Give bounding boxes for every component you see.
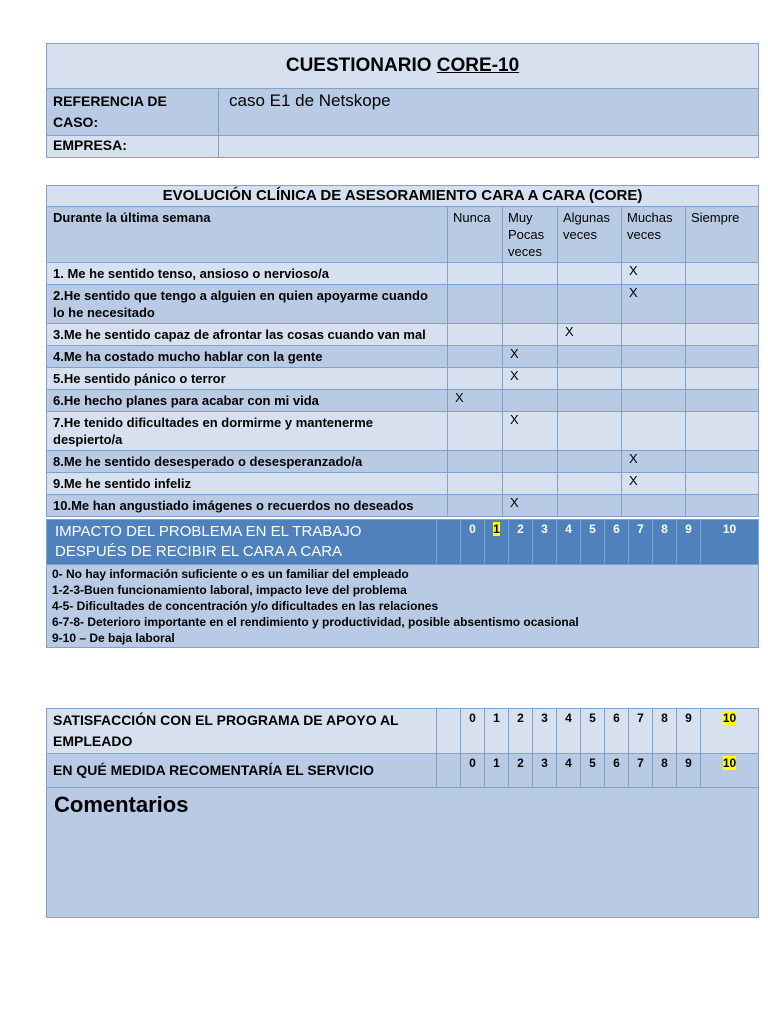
satisfaction-scale-label: 5 [589,756,596,770]
core-answer-cell[interactable] [448,451,503,473]
core-answer-cell[interactable] [686,324,759,346]
impact-legend-item: 0- No hay información suficiente o es un familiar del empleado [52,567,409,581]
core-answer-cell[interactable] [503,390,558,412]
satisfaction-scale-10[interactable] [701,754,759,788]
core-answer-cell[interactable] [686,390,759,412]
satisfaction-scale-7[interactable] [629,709,653,754]
impact-scale-label: 5 [589,522,596,536]
core-answer-cell[interactable] [448,495,503,517]
core-question: 7.He tenido dificultades en dormirme y mantenerme despierto/a [47,412,448,451]
satisfaction-spacer [437,709,461,754]
impact-title-line2: DESPUÉS DE RECIBIR EL CARA A CARA [55,543,343,560]
core-answer-cell[interactable] [448,324,503,346]
satisfaction-scale-3[interactable] [533,709,557,754]
core-answer-cell[interactable] [558,346,622,368]
impact-scale-label: 2 [517,522,524,536]
satisfaction-scale-label: 1 [493,756,500,770]
satisfaction-scale-5[interactable] [581,754,605,788]
satisfaction-scale-6[interactable] [605,709,629,754]
satisfaction-scale-9[interactable] [677,709,701,754]
satisfaction-row [47,754,759,788]
impact-scale-label: 1 [493,522,500,536]
impact-scale-label: 3 [541,522,548,536]
satisfaction-table [46,708,759,918]
core-answer-cell[interactable] [686,473,759,495]
impact-title [47,520,437,565]
satisfaction-scale-label: 6 [613,711,620,725]
core-question: 8.Me he sentido desesperado o desesperanzado/a [47,451,448,473]
core-answer-cell[interactable]: X [503,495,558,517]
impact-legend-item: 9-10 – De baja laboral [52,631,175,645]
impact-scale-label: 6 [613,522,620,536]
core-answer-cell[interactable] [686,451,759,473]
core-answer-cell[interactable]: X [448,390,503,412]
core-answer-cell[interactable] [448,346,503,368]
core-question: 2.He sentido que tengo a alguien en quien apoyarme cuando lo he necesitado [47,285,448,324]
impact-scale-7[interactable] [629,520,653,565]
impact-scale-6[interactable] [605,520,629,565]
satisfaction-label: SATISFACCIÓN CON EL PROGRAMA DE APOYO AL EMPLEADO [47,709,437,754]
core-answer-cell[interactable] [503,324,558,346]
core-row [47,412,759,451]
satisfaction-scale-label: 9 [685,756,692,770]
core-answer-cell[interactable] [622,390,686,412]
satisfaction-scale-label: 10 [722,711,737,725]
title-core: CORE-10 [436,55,520,76]
satisfaction-scale-label: 2 [517,711,524,725]
impact-scale-10[interactable] [701,520,759,565]
satisfaction-scale-label: 4 [565,756,572,770]
satisfaction-scale-4[interactable] [557,709,581,754]
core-answer-cell[interactable] [558,495,622,517]
satisfaction-scale-4[interactable] [557,754,581,788]
comments-box[interactable] [47,788,759,918]
core-answer-cell[interactable]: X [503,412,558,451]
company-label: EMPRESA: [47,136,219,158]
core-answer-cell[interactable] [448,412,503,451]
satisfaction-scale-9[interactable] [677,754,701,788]
core-answer-cell[interactable] [503,263,558,285]
impact-scale-label: 9 [685,522,692,536]
core-answer-cell[interactable] [686,368,759,390]
impact-scale-label: 0 [469,522,476,536]
impact-legend-item: 4-5- Dificultades de concentración y/o dificultades en las relaciones [52,599,439,613]
core-answer-cell[interactable] [448,368,503,390]
core-answer-cell[interactable] [448,473,503,495]
satisfaction-scale-label: 7 [637,711,644,725]
company-field[interactable] [219,136,759,158]
question-header: Durante la última semana [47,207,448,263]
impact-scale-label: 7 [637,522,644,536]
impact-scale-5[interactable] [581,520,605,565]
case-reference-label: REFERENCIA DE CASO: [47,89,219,136]
core-answer-cell[interactable] [503,285,558,324]
title-prefix: CUESTIONARIO [285,55,437,76]
header-table [46,43,759,158]
core-answer-cell[interactable] [558,390,622,412]
core-question: 3.Me he sentido capaz de afrontar las cosas cuando van mal [47,324,448,346]
col-muy-pocas-veces: Muy Pocas veces [503,207,558,263]
core-answer-cell[interactable] [503,451,558,473]
col-algunas-veces: Algunas veces [558,207,622,263]
core-question: 1. Me he sentido tenso, ansioso o nervioso/a [47,263,448,285]
satisfaction-scale-label: 5 [589,711,596,725]
satisfaction-scale-1[interactable] [485,754,509,788]
satisfaction-scale-0[interactable] [461,709,485,754]
impact-scale-label: 10 [722,522,737,536]
core-question: 10.Me han angustiado imágenes o recuerdos no deseados [47,495,448,517]
impact-scale-2[interactable] [509,520,533,565]
impact-table [46,519,759,648]
satisfaction-scale-2[interactable] [509,709,533,754]
impact-scale-label: 8 [661,522,668,536]
core-answer-cell[interactable] [558,412,622,451]
core-row [47,346,759,368]
core-question: 4.Me ha costado mucho hablar con la gente [47,346,448,368]
core-answer-cell[interactable] [448,285,503,324]
satisfaction-scale-8[interactable] [653,709,677,754]
satisfaction-scale-label: 7 [637,756,644,770]
core-answer-cell[interactable] [503,473,558,495]
impact-legend-item: 6-7-8- Deterioro importante en el rendimiento y productividad, posible absentismo ocasional [52,615,579,629]
satisfaction-label: EN QUÉ MEDIDA RECOMENTARÍA EL SERVICIO [47,754,437,788]
col-siempre: Siempre [686,207,759,263]
core-answer-cell[interactable] [622,412,686,451]
satisfaction-scale-0[interactable] [461,754,485,788]
core-answer-cell[interactable] [622,495,686,517]
satisfaction-scale-2[interactable] [509,754,533,788]
core-row [47,473,759,495]
impact-legend-item: 1-2-3-Buen funcionamiento laboral, impacto leve del problema [52,583,407,597]
satisfaction-scale-label: 3 [541,756,548,770]
satisfaction-scale-label: 3 [541,711,548,725]
core-row [47,368,759,390]
core-answer-cell[interactable] [686,346,759,368]
satisfaction-scale-label: 9 [685,711,692,725]
core-answer-cell[interactable] [686,495,759,517]
satisfaction-scale-5[interactable] [581,709,605,754]
core-title: EVOLUCIÓN CLÍNICA DE ASESORAMIENTO CARA A CARA (CORE) [47,186,759,207]
satisfaction-scale-3[interactable] [533,754,557,788]
core-answer-cell[interactable] [686,285,759,324]
core-row [47,451,759,473]
satisfaction-scale-6[interactable] [605,754,629,788]
core-answer-cell[interactable]: X [503,368,558,390]
core-answer-cell[interactable] [558,473,622,495]
impact-scale-4[interactable] [557,520,581,565]
core-answer-cell[interactable] [448,263,503,285]
satisfaction-scale-label: 1 [493,711,500,725]
impact-spacer [437,520,461,565]
impact-scale-3[interactable] [533,520,557,565]
satisfaction-scale-label: 8 [661,711,668,725]
satisfaction-scale-label: 8 [661,756,668,770]
satisfaction-scale-1[interactable] [485,709,509,754]
core-answer-cell[interactable] [686,263,759,285]
comments-label: Comentarios [54,792,189,817]
core-row [47,495,759,517]
core-answer-cell[interactable] [558,368,622,390]
case-reference-field[interactable]: caso E1 de Netskope [219,89,759,136]
core-answer-cell[interactable]: X [622,263,686,285]
core-row [47,390,759,412]
satisfaction-row [47,709,759,754]
satisfaction-scale-label: 4 [565,711,572,725]
core-answer-cell[interactable]: X [503,346,558,368]
satisfaction-spacer [437,754,461,788]
core-answer-cell[interactable] [686,412,759,451]
satisfaction-scale-label: 10 [722,756,737,770]
impact-scale-label: 4 [565,522,572,536]
core-answer-cell[interactable]: X [622,451,686,473]
impact-title-line1: IMPACTO DEL PROBLEMA EN EL TRABAJO [55,523,362,540]
impact-scale-1[interactable] [485,520,509,565]
satisfaction-scale-label: 6 [613,756,620,770]
core-row [47,324,759,346]
core-answer-cell[interactable] [558,285,622,324]
core-answer-cell[interactable] [622,324,686,346]
impact-scale-9[interactable] [677,520,701,565]
impact-scale-8[interactable] [653,520,677,565]
core-question: 9.Me he sentido infeliz [47,473,448,495]
col-muchas-veces: Muchas veces [622,207,686,263]
satisfaction-scale-8[interactable] [653,754,677,788]
satisfaction-scale-7[interactable] [629,754,653,788]
core-answer-cell[interactable]: X [622,473,686,495]
core-answer-cell[interactable]: X [622,285,686,324]
core-answer-cell[interactable] [622,346,686,368]
satisfaction-scale-10[interactable] [701,709,759,754]
core-answer-cell[interactable] [558,451,622,473]
col-nunca: Nunca [448,207,503,263]
core-row [47,285,759,324]
core-table [46,185,759,517]
questionnaire-title [47,44,759,89]
satisfaction-scale-label: 0 [469,756,476,770]
satisfaction-scale-label: 0 [469,711,476,725]
core-question: 6.He hecho planes para acabar con mi vida [47,390,448,412]
satisfaction-scale-label: 2 [517,756,524,770]
core-answer-cell[interactable]: X [558,324,622,346]
core-answer-cell[interactable] [622,368,686,390]
core-question: 5.He sentido pánico o terror [47,368,448,390]
impact-legend [47,565,759,648]
core-answer-cell[interactable] [558,263,622,285]
impact-scale-0[interactable] [461,520,485,565]
core-row [47,263,759,285]
